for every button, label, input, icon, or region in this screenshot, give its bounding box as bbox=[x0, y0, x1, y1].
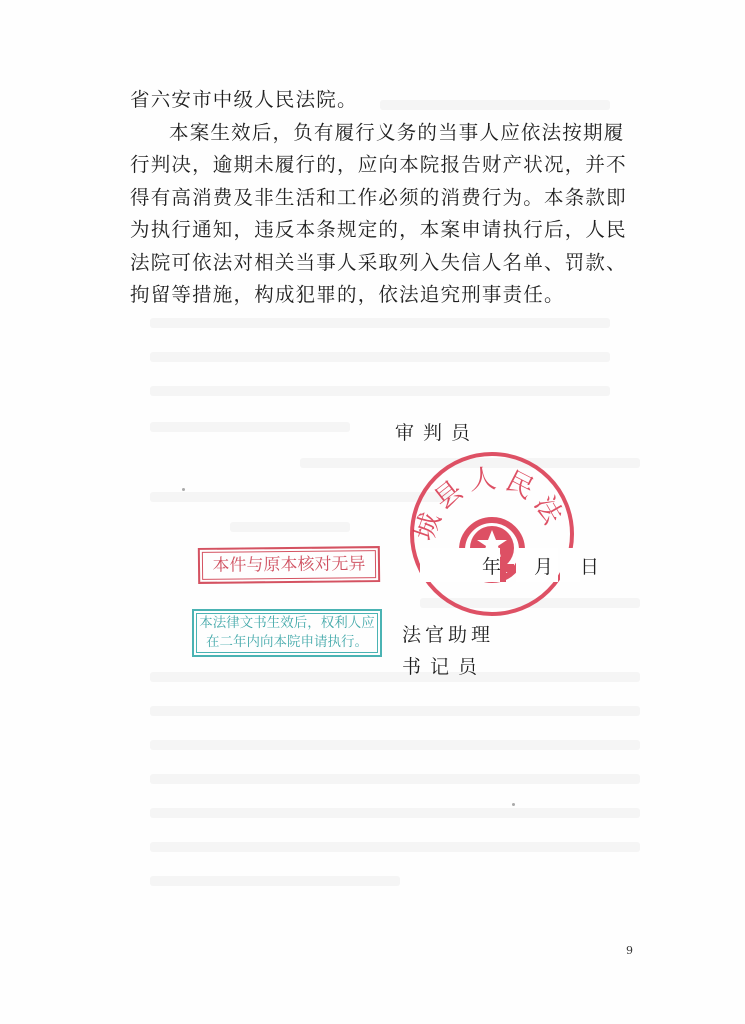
copy-verification-stamp: 本件与原本核对无异 bbox=[198, 546, 380, 584]
year-char: 年 bbox=[482, 556, 502, 578]
bleed-through-mark bbox=[230, 522, 350, 532]
bleed-through-mark bbox=[150, 740, 640, 750]
bleed-through-mark bbox=[150, 706, 640, 716]
judgment-date bbox=[420, 552, 620, 582]
judge-assistant-title: 法官助理 bbox=[402, 624, 495, 646]
bleed-through-mark bbox=[150, 774, 640, 784]
bleed-through-mark bbox=[150, 842, 640, 852]
judge-title: 审判员 bbox=[395, 422, 480, 444]
speck bbox=[512, 803, 515, 806]
page-number: 9 bbox=[626, 944, 633, 957]
speck bbox=[182, 488, 185, 491]
bleed-through-mark bbox=[150, 386, 610, 396]
bleed-through-mark bbox=[150, 492, 450, 502]
bleed-through-mark bbox=[150, 808, 640, 818]
bleed-through-mark bbox=[150, 672, 640, 682]
day-char: 日 bbox=[580, 556, 600, 578]
bleed-through-mark bbox=[150, 318, 610, 328]
bleed-through-mark bbox=[150, 422, 350, 432]
month-char: 月 bbox=[534, 556, 554, 578]
paragraph-enforcement-notice: 本案生效后，负有履行义务的当事人应依法按期履行判决，逾期未履行的，应向本院报告财产状况，并不得有高消费及非生活和工作必须的消费行为。本条款即为执行通知，违反本条规定的，本案申请执行后，人民法院可依法对相关当事人采取列入失信人名单、罚款、拘留等措施，构成犯罪的，依法追究刑事责任。 bbox=[130, 120, 627, 306]
redaction-block bbox=[560, 548, 580, 582]
paragraph-continuation: 省六安市中级人民法院。 bbox=[130, 88, 358, 111]
enforcement-application-stamp: 本法律文书生效后，权利人应在二年内向本院申请执行。 bbox=[192, 609, 382, 657]
bleed-through-mark bbox=[150, 352, 610, 362]
bleed-through-mark bbox=[150, 876, 400, 886]
svg-text:城县人民法: 城县人民法 bbox=[409, 462, 572, 545]
clerk-title: 书记员 bbox=[402, 656, 487, 678]
judgment-body bbox=[130, 84, 635, 312]
court-seal bbox=[408, 450, 576, 618]
